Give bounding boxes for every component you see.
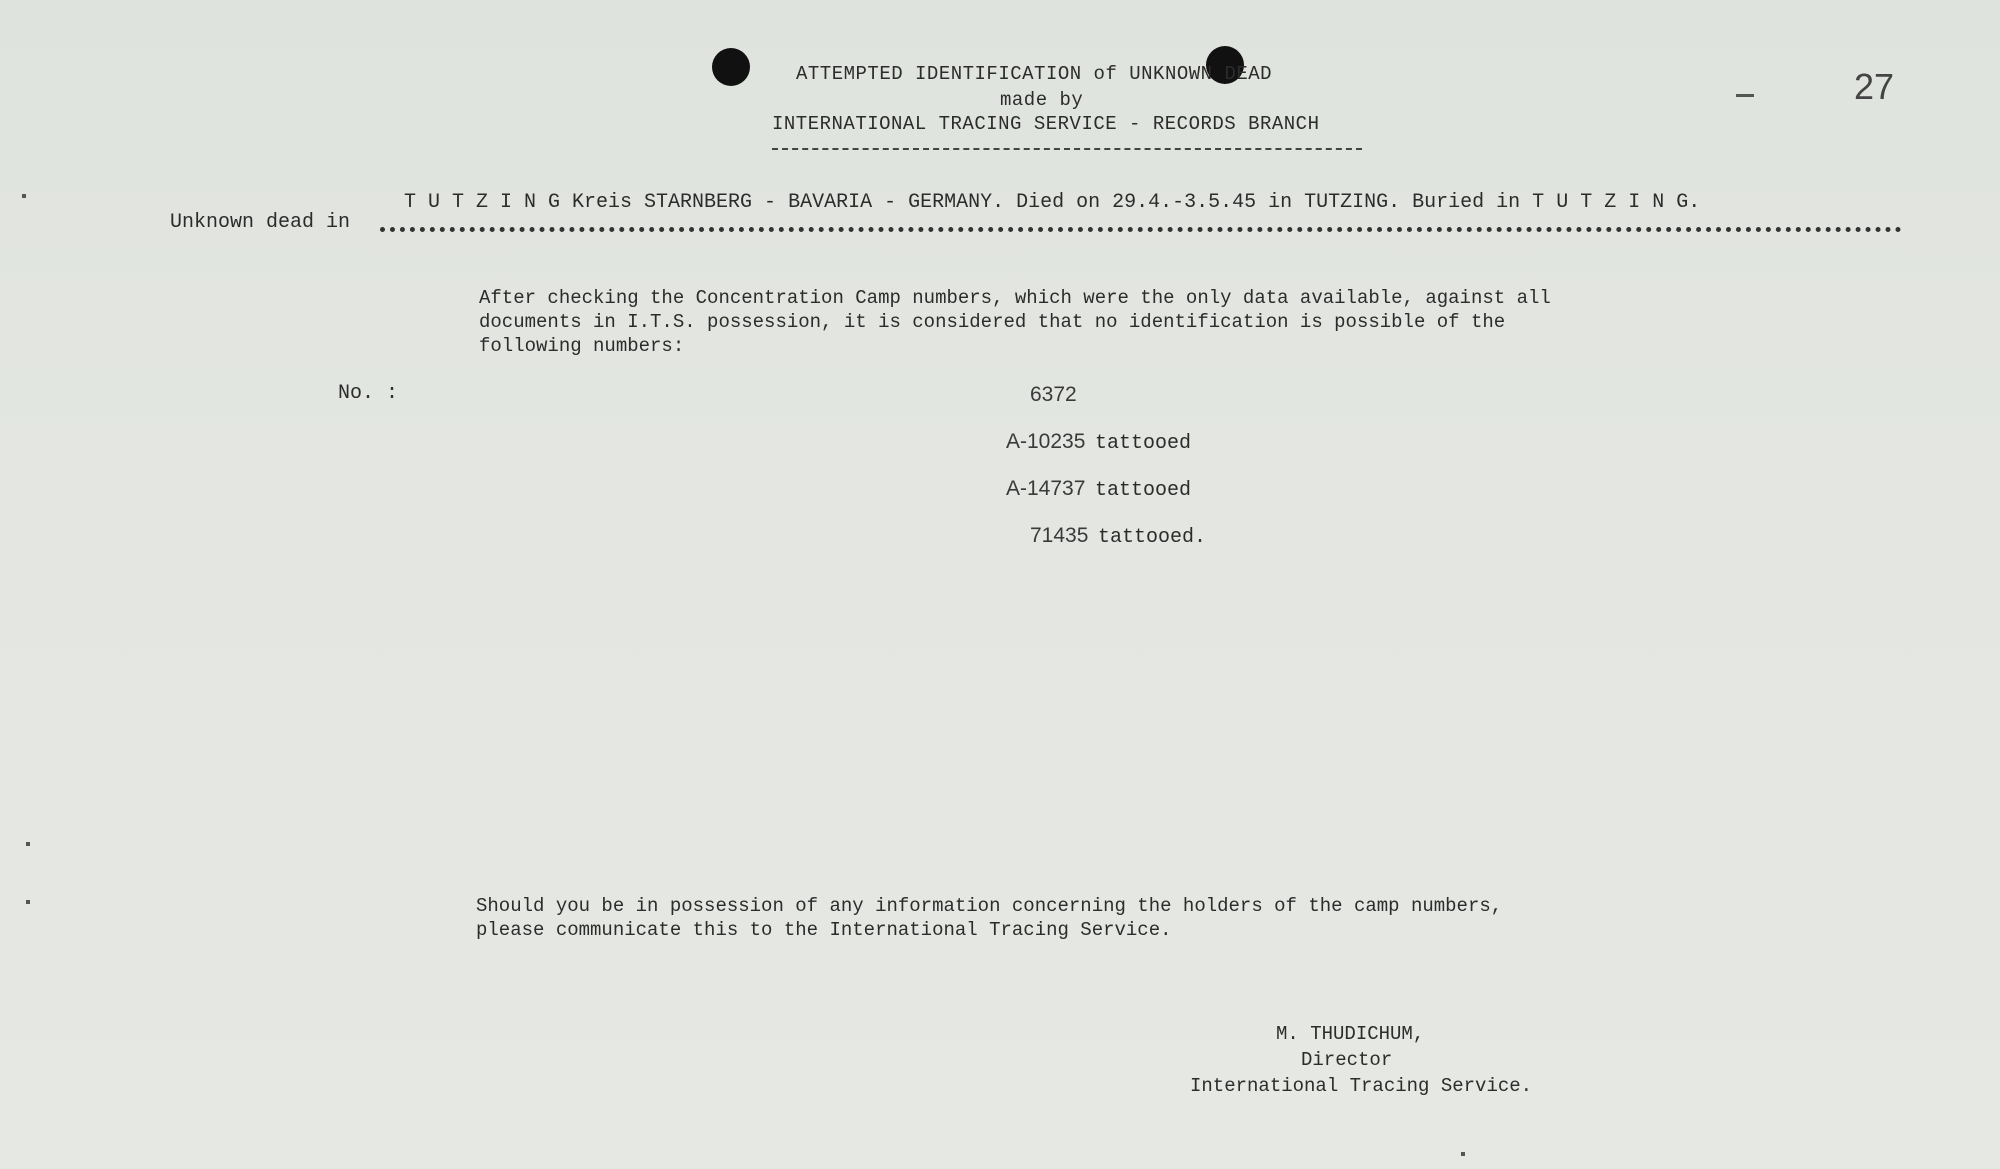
margin-speck <box>22 194 26 198</box>
signature-title: Director <box>1301 1049 1393 1071</box>
number-row <box>1006 430 1191 455</box>
title-line-2: made by <box>1000 89 1084 111</box>
number-note: tattooed <box>1095 432 1192 455</box>
body-line-2: documents in I.T.S. possession, it is considered that no identification is possible of the <box>479 311 1506 333</box>
signature-org: International Tracing Service. <box>1190 1075 1533 1097</box>
body-line-3: following numbers: <box>479 335 685 357</box>
punch-hole-left <box>712 48 750 86</box>
unknown-dead-dotted-line <box>380 227 1902 232</box>
title-line-1: ATTEMPTED IDENTIFICATION of UNKNOWN DEAD <box>796 63 1273 85</box>
title-underline <box>772 148 1362 150</box>
number-row <box>1006 477 1191 502</box>
camp-number: 6372 <box>1030 383 1077 406</box>
title-line-3: INTERNATIONAL TRACING SERVICE - RECORDS BRANCH <box>772 113 1320 135</box>
number-note: tattooed. <box>1098 526 1207 549</box>
numbers-label: No. : <box>338 382 399 405</box>
body-line-1: After checking the Concentration Camp numbers, which were the only data available, against all <box>479 287 1551 309</box>
camp-number: A-14737 <box>1006 477 1086 500</box>
signature-name: M. THUDICHUM, <box>1276 1023 1425 1045</box>
margin-speck <box>1461 1152 1465 1156</box>
margin-speck <box>26 842 30 846</box>
number-row <box>1030 383 1077 407</box>
closing-line-2: please communicate this to the International Tracing Service. <box>476 919 1172 941</box>
margin-speck <box>26 900 30 904</box>
closing-line-1: Should you be in possession of any information concerning the holders of the camp numbers, <box>476 895 1503 917</box>
camp-number: 71435 <box>1030 524 1089 547</box>
corner-tick <box>1736 94 1754 97</box>
unknown-dead-place: T U T Z I N G Kreis STARNBERG - BAVARIA - GERMANY. Died on 29.4.-3.5.45 in TUTZING. Buried in T U T Z I N G. <box>404 191 1701 214</box>
number-row <box>1030 524 1206 549</box>
unknown-dead-label: Unknown dead in <box>170 211 351 234</box>
number-note: tattooed <box>1095 479 1192 502</box>
camp-number: A-10235 <box>1006 430 1086 453</box>
corner-number: 27 <box>1854 66 1895 107</box>
